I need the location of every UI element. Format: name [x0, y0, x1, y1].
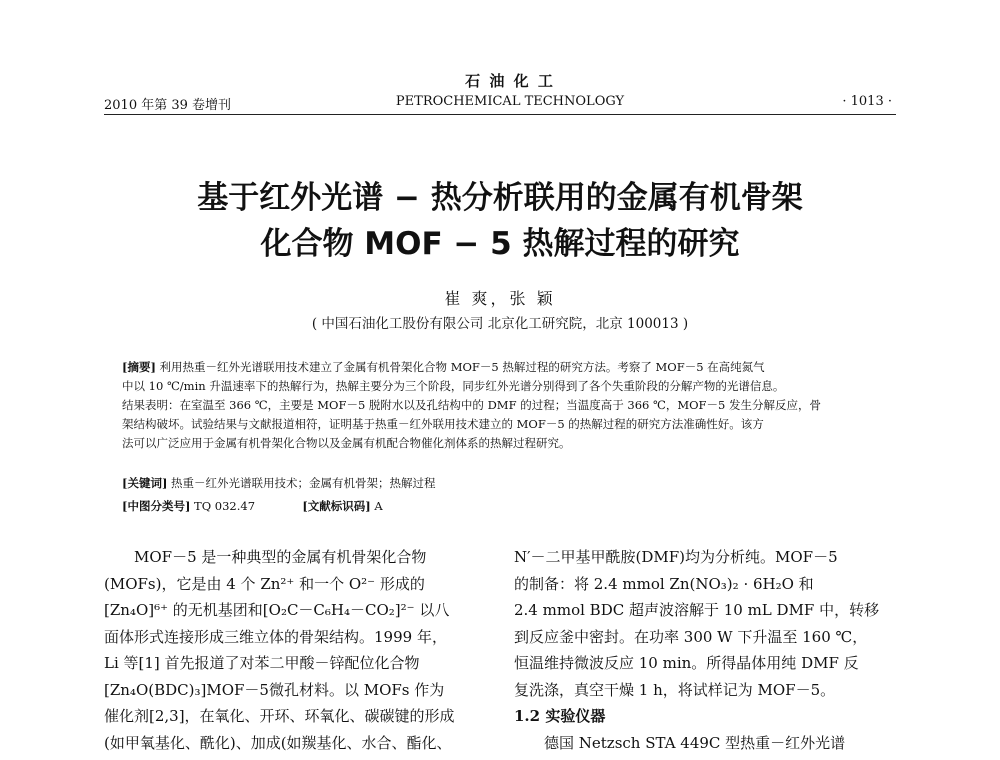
keywords-label: [关键词] [122, 476, 168, 490]
body-line: 2.4 mmol BDC 超声波溶解于 10 mL DMF 中，转移 [514, 601, 880, 619]
abstract-line: 结果表明：在室温至 366 ℃，主要是 MOF－5 脱附水以及孔结构中的 DMF 的过程；当温度高于 366 ℃，MOF－5 发生分解反应，骨 [122, 398, 821, 412]
affiliation: ( 中国石油化工股份有限公司 北京化工研究院，北京 100013 ) [311, 316, 689, 332]
body-line: Li 等[1] 首先报道了对苯二甲酸－锌配位化合物 [104, 654, 420, 672]
body-line: MOF－5 是一种典型的金属有机骨架化合物 [134, 548, 427, 566]
body-line: [Zn₄O]⁶⁺ 的无机基团和[O₂C－C₆H₄－CO₂]²⁻ 以八 [104, 601, 450, 619]
authors: 崔 爽，张 颖 [444, 289, 556, 308]
abstract-label: [摘要] [122, 360, 156, 374]
body-line: [Zn₄O(BDC)₃]MOF－5微孔材料。以 MOFs 作为 [104, 680, 445, 699]
keywords-text: 热重－红外光谱联用技术；金属有机骨架；热解过程 [171, 476, 436, 490]
abstract-line: 架结构破坏。试验结果与文献报道相符，证明基于热重－红外联用技术建立的 MOF－5 的热解过程的研究方法准确性好。该方 [122, 417, 764, 431]
body-column-right [514, 544, 900, 756]
journal-english-name: PETROCHEMICAL TECHNOLOGY [395, 94, 625, 109]
classification-code: TQ 032.47 [194, 499, 256, 513]
classification-label: [中图分类号] [122, 499, 191, 513]
title-line-2: 化合物 MOF − 5 热解过程的研究 [260, 226, 740, 262]
body-line: 德国 Netzsch STA 449C 型热重－红外光谱 [544, 733, 846, 752]
issue-info: 2010 年第 39 卷增刊 [104, 98, 232, 113]
body-line: (如甲氧基化、酰化)、加成(如羰基化、水合、酯化、 [104, 733, 452, 752]
body-line: N′－二甲基甲酰胺(DMF)均为分析纯。MOF－5 [514, 548, 838, 566]
classification [122, 497, 882, 516]
abstract-line: [摘要] 利用热重－红外光谱联用技术建立了金属有机骨架化合物 MOF－5 热解过程的研究方法。考察了 MOF－5 在高纯氮气 [122, 360, 765, 374]
abstract [122, 358, 882, 453]
document-code-label: [文献标识码] [302, 499, 371, 513]
header-rule [104, 114, 896, 115]
body-line: 面体形式连接形成三维立体的骨架结构。1999 年， [104, 627, 447, 646]
abstract-line: 中以 10 ℃/min 升温速率下的热解行为，热解主要分为三个阶段，同步红外光谱分别得到了各个失重阶段的分解产物的光谱信息。 [122, 379, 785, 393]
body-line: 到反应釜中密封。在功率 300 W 下升温至 160 ℃， [514, 627, 868, 646]
document-code: A [374, 499, 383, 513]
body-column-left [104, 544, 490, 756]
body-line: 的制备：将 2.4 mmol Zn(NO₃)₂ · 6H₂O 和 [514, 574, 814, 593]
abstract-line: 法可以广泛应用于金属有机骨架化合物以及金属有机配合物催化剂体系的热解过程研究。 [122, 436, 571, 450]
keywords [122, 474, 882, 493]
journal-name: 石 油 化 工 [465, 72, 555, 90]
body-line: 恒温维持微波反应 10 min。所得晶体用纯 DMF 反 [514, 654, 859, 672]
page-number: · 1013 · [842, 94, 892, 109]
section-heading: 1.2 实验仪器 [514, 707, 606, 725]
title-line-1: 基于红外光谱 − 热分析联用的金属有机骨架 [197, 180, 803, 216]
body-line: 催化剂[2,3]，在氧化、开环、环氧化、碳碳键的形成 [104, 707, 455, 725]
body-line: 复洗涤，真空干燥 1 h，将试样记为 MOF－5。 [514, 680, 836, 699]
body-line: (MOFs)，它是由 4 个 Zn²⁺ 和一个 O²⁻ 形成的 [104, 574, 425, 593]
